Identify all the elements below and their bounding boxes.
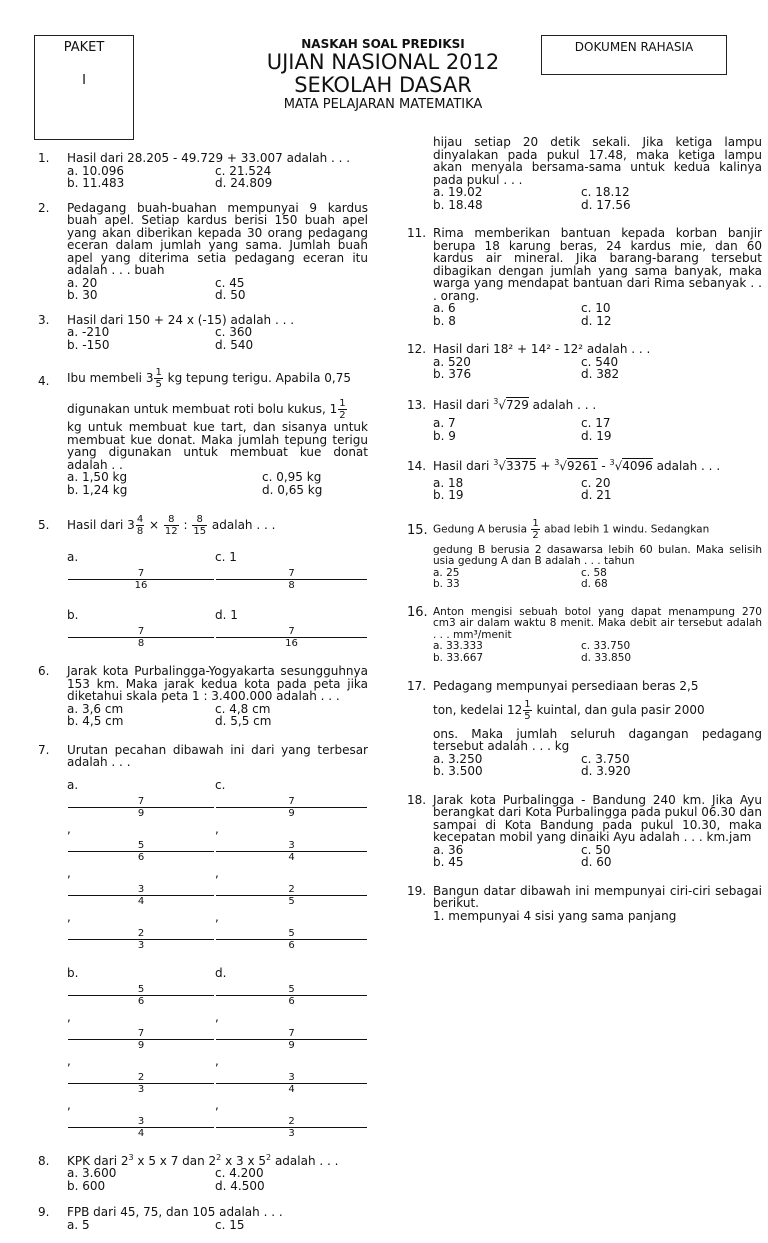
denominator: 4 <box>288 851 295 863</box>
fraction <box>68 1028 214 1051</box>
stem-part: Pedagang mempunyai persediaan beras 2,5 <box>433 679 699 693</box>
option-a: a. 33.333 <box>433 640 483 652</box>
question-8 <box>38 1152 368 1193</box>
question-7 <box>38 744 368 1139</box>
question-19 <box>407 885 762 923</box>
stem-part: x 3 x 5 <box>225 1153 267 1168</box>
question-number: 7. <box>38 742 50 757</box>
question-15 <box>407 518 762 591</box>
option-d: d. 3.920 <box>581 764 631 778</box>
option-c: c. 58 <box>581 566 607 579</box>
denominator: 4 <box>137 895 145 907</box>
header-title-2: UJIAN NASIONAL 2012 <box>266 50 500 74</box>
question-number: 6. <box>38 664 50 678</box>
numerator: 3 <box>68 1116 214 1128</box>
option-b: b. 3.500 <box>433 764 483 778</box>
options <box>67 703 368 728</box>
options <box>67 775 368 1139</box>
divide-sign: : <box>183 518 188 532</box>
question-17 <box>407 680 762 778</box>
question-stem: Hasil dari $^3$√729 adalah . . . <box>433 396 597 412</box>
root-index: 3 <box>493 396 499 406</box>
question-10-continued <box>407 136 762 211</box>
fraction <box>68 1116 214 1139</box>
option-a: a. 3,6 cm <box>67 701 124 716</box>
radicand: 9261 <box>566 459 598 473</box>
option-label: b. <box>67 965 79 980</box>
option-a: a. 20 <box>67 275 98 290</box>
option-b: b. 33.667 <box>433 651 484 664</box>
option-label: b. <box>67 608 79 622</box>
left-column <box>38 152 368 1243</box>
stem-part: adalah . . . <box>274 1153 339 1168</box>
fraction <box>192 514 207 537</box>
separator: , <box>67 909 71 924</box>
question-number: 4. <box>38 374 50 388</box>
stem-part: abad lebih 1 windu. Sedangkan <box>544 523 710 535</box>
options <box>67 547 368 649</box>
option-d: d. 382 <box>581 367 620 381</box>
question-number: 11. <box>407 226 427 240</box>
header-title-4: MATA PELAJARAN MATEMATIKA <box>283 97 483 112</box>
option-a: a. 1,50 kg <box>67 470 128 484</box>
denominator: 3 <box>137 939 145 951</box>
separator: , <box>67 1097 71 1112</box>
question-13 <box>407 396 762 443</box>
document-header <box>222 38 544 113</box>
option-label: a. <box>67 550 79 564</box>
fraction <box>216 840 367 863</box>
options <box>433 568 762 591</box>
denominator: 12 <box>164 526 178 537</box>
denominator: 15 <box>193 526 207 537</box>
question-number: 13. <box>407 397 427 412</box>
options <box>67 1167 368 1192</box>
option-a: a. 520 <box>433 354 471 369</box>
option-d: d. 33.850 <box>581 651 632 664</box>
question-stem: Pedagang buah-buahan mempunyai 9 kardus buah apel. Setiap kardus berisi 150 buah apel yang akan diberikan kepada 30 orang pedagang eceran dalam jumlah yang sama. Jumlah buah apel yang diterima setia pedagang eceran itu adalah . . . buah <box>67 200 368 277</box>
fraction <box>68 1072 214 1095</box>
stem-part: adalah . . . <box>532 397 597 412</box>
option-b: b. 33 <box>433 578 460 590</box>
question-stem: Hasil dari 18² + 14² - 12² adalah . . . <box>433 342 651 356</box>
fraction <box>68 984 214 1007</box>
option-b: b. 8 <box>433 313 456 328</box>
option-d: d. 24.809 <box>215 176 273 190</box>
option-label: c. 1 <box>215 550 237 564</box>
question-6 <box>38 665 368 728</box>
denominator: 6 <box>288 995 295 1007</box>
denominator: 4 <box>288 1083 295 1095</box>
question-stem: Jarak kota Purbalingga - Bandung 240 km. Jika Ayu berangkat dari Kota Purbalingga pada pukul 06.30 dan sampai di Kota Bandung pada pukul 10.30, maka kecepatan mobil yang dinaiki Ayu adalah . . . km.jam <box>433 792 762 844</box>
fraction <box>531 518 539 541</box>
numerator: 5 <box>68 984 214 996</box>
numerator: 4 <box>136 514 144 525</box>
minus-sign: - <box>601 459 606 473</box>
question-18 <box>407 794 762 869</box>
option-b: b. 18.48 <box>433 197 483 212</box>
option-c <box>215 547 368 591</box>
option-c: c. 3.750 <box>581 751 630 766</box>
numerator: 1 <box>532 517 539 529</box>
numerator: 8 <box>192 514 207 526</box>
numerator: 7 <box>68 796 214 808</box>
question-12 <box>407 343 762 381</box>
option-c: c. 21.524 <box>215 163 272 178</box>
option-d: d. 4.500 <box>215 1178 265 1193</box>
options <box>433 753 762 778</box>
numerator: 2 <box>216 884 367 896</box>
criteria-item: 1. mempunyai 4 sisi yang sama panjang <box>433 908 677 923</box>
confidential-label: DOKUMEN RAHASIA <box>574 40 694 54</box>
denominator: 8 <box>137 638 145 649</box>
stem-part: KPK dari 2 <box>67 1153 129 1168</box>
question-14 <box>407 460 762 502</box>
fraction <box>68 568 214 591</box>
option-c: c. 360 <box>215 325 253 339</box>
option-b: b. 600 <box>67 1178 106 1193</box>
option-c: c. 4.200 <box>215 1166 264 1180</box>
denominator: 3 <box>137 1083 145 1095</box>
options <box>433 477 762 502</box>
question-4 <box>38 367 368 496</box>
option-a: a. 18 <box>433 475 464 490</box>
option-b <box>67 963 215 1139</box>
plus-sign: + <box>540 459 551 473</box>
fraction <box>216 928 367 951</box>
question-stem <box>67 367 368 471</box>
paket-number: I <box>82 72 86 88</box>
fraction <box>216 884 367 907</box>
option-d: d. 19 <box>581 428 612 443</box>
times-sign: × <box>149 518 160 532</box>
option-c: c. 15 <box>215 1217 245 1232</box>
denominator: 4 <box>137 1127 145 1139</box>
question-number: 17. <box>407 679 427 693</box>
radicand: 4096 <box>622 459 653 473</box>
question-stem: Anton mengisi sebuah botol yang dapat menampung 270 cm3 air dalam waktu 8 menit. Maka debit air tersebut adalah . . . mm³/menit <box>433 605 762 641</box>
denominator: 8 <box>288 580 295 591</box>
numerator: 8 <box>164 514 179 526</box>
question-stem: Bangun datar dibawah ini mempunyai ciri-ciri sebagai berikut. <box>433 883 762 910</box>
fraction <box>216 984 367 1007</box>
options <box>433 641 762 664</box>
options <box>67 326 368 351</box>
option-b: b. 19 <box>433 488 464 502</box>
numerator: 7 <box>216 626 367 638</box>
stem-part: Hasil dari <box>433 459 490 473</box>
question-1 <box>38 152 368 190</box>
numerator: 3 <box>216 840 367 852</box>
stem-part: ons. Maka jumlah seluruh dagangan pedagang tersebut adalah . . . kg <box>433 726 762 753</box>
fraction <box>216 1116 367 1139</box>
numerator: 5 <box>216 928 367 940</box>
option-b: b. 4,5 cm <box>67 714 124 728</box>
option-a: a. 25 <box>433 566 460 579</box>
fraction <box>68 626 214 649</box>
numerator: 3 <box>68 884 214 896</box>
stem-part: kuintal, dan gula pasir 2000 <box>536 702 705 717</box>
fraction-list <box>215 984 368 1139</box>
question-stem: hijau setiap 20 detik sekali. Jika ketiga lampu dinyalakan pada pukul 17.48, maka ketiga lampu akan menyala bersama-sama untuk kedua kalinya pada pukul . . . <box>433 135 762 187</box>
question-number: 19. <box>407 883 427 898</box>
option-c: c. 540 <box>581 354 619 369</box>
root-index: 3 <box>493 458 499 467</box>
option-d: d. 12 <box>581 313 612 328</box>
question-number: 2. <box>38 200 50 215</box>
numerator: 2 <box>68 1072 214 1084</box>
question-16 <box>407 604 762 665</box>
fraction <box>154 367 162 390</box>
stem-part: Gedung A berusia <box>433 523 528 535</box>
numerator: 1 <box>524 698 531 710</box>
denominator: 5 <box>288 895 295 907</box>
denominator: 2 <box>339 410 346 421</box>
separator: , <box>215 909 219 924</box>
right-column <box>407 136 762 934</box>
header-title-3: SEKOLAH DASAR <box>294 73 472 97</box>
option-a <box>67 547 215 591</box>
option-d <box>215 963 368 1139</box>
header-title-1: NASKAH SOAL PREDIKSI <box>301 37 465 51</box>
fraction-list <box>67 984 215 1139</box>
option-a: a. 3.600 <box>67 1166 117 1180</box>
numerator: 5 <box>68 840 214 852</box>
denominator: 5 <box>524 710 531 722</box>
separator: , <box>215 1053 219 1068</box>
fraction <box>216 1072 367 1095</box>
denominator: 16 <box>285 638 298 649</box>
option-b: b. 30 <box>67 288 98 302</box>
numerator: 7 <box>68 568 214 580</box>
stem-part: adalah . . . <box>656 459 721 473</box>
option-a: a. -210 <box>67 325 110 339</box>
option-a: a. 5 <box>67 1217 90 1232</box>
option-label: d. 1 <box>215 608 238 622</box>
stem-part: ton, kedelai 12 <box>433 702 523 717</box>
option-a: a. 19.02 <box>433 185 483 199</box>
options <box>67 165 368 190</box>
fraction <box>216 796 367 819</box>
options <box>433 302 762 327</box>
question-number: 9. <box>38 1205 50 1219</box>
stem-part: Hasil dari 3 <box>67 518 135 532</box>
option-a: a. 10.096 <box>67 163 124 178</box>
option-a <box>67 775 215 951</box>
question-number: 16. <box>407 604 428 620</box>
option-b: b. 45 <box>433 855 464 869</box>
separator: , <box>67 821 71 836</box>
option-c: c. 50 <box>581 842 611 857</box>
option-d <box>215 605 368 649</box>
fraction <box>136 514 144 537</box>
numerator: 2 <box>68 928 214 940</box>
radicand: 729 <box>505 397 529 412</box>
denominator: 5 <box>155 379 162 390</box>
denominator: 3 <box>288 1127 295 1139</box>
fraction <box>338 398 346 421</box>
option-d: d. 21 <box>581 488 612 502</box>
option-d: d. 17.56 <box>581 197 631 212</box>
numerator: 1 <box>339 398 346 409</box>
option-a: a. 6 <box>433 301 456 315</box>
option-label: c. <box>215 777 226 792</box>
question-stem <box>433 518 762 541</box>
fraction <box>68 840 214 863</box>
question-stem: FPB dari 45, 75, dan 105 adalah . . . <box>67 1205 283 1219</box>
fraction <box>68 884 214 907</box>
denominator: 9 <box>137 807 145 819</box>
numerator: 7 <box>216 1028 367 1040</box>
option-c <box>215 775 368 951</box>
stem-part: x 5 x 7 dan 2 <box>137 1153 217 1168</box>
question-number: 15. <box>407 522 428 538</box>
option-d: d. 5,5 cm <box>215 714 272 728</box>
radicand: 3375 <box>505 459 537 473</box>
confidential-box <box>541 35 727 75</box>
denominator: 6 <box>137 995 145 1007</box>
fraction <box>216 626 367 649</box>
option-d: d. 50 <box>215 288 246 302</box>
option-a: a. 3.250 <box>433 751 483 766</box>
option-c: c. 18.12 <box>581 185 630 199</box>
question-11 <box>407 227 762 327</box>
options <box>433 186 762 211</box>
root-index: 3 <box>609 458 615 467</box>
options <box>67 1219 368 1232</box>
numerator: 2 <box>216 1116 367 1128</box>
numerator: 1 <box>155 367 162 378</box>
question-stem: Rima memberikan bantuan kepada korban banjir berupa 18 karung beras, 24 kardus mie, dan 60 kardus air mineral. Jika barang-barang tersebut dibagikan dengan jumlah yang sama banyak, maka warga yang mendapat bantuan dari Rima sebanyak . . . orang. <box>433 226 762 303</box>
root-index: 3 <box>554 458 560 467</box>
option-d: d. 60 <box>581 855 612 869</box>
question-3 <box>38 314 368 352</box>
denominator: 9 <box>288 807 295 819</box>
fraction <box>68 796 214 819</box>
option-c: c. 45 <box>215 275 245 290</box>
fraction-list <box>67 796 215 951</box>
option-a: a. 7 <box>433 416 456 430</box>
option-label: a. <box>67 777 79 792</box>
option-c: c. 17 <box>581 416 611 430</box>
question-stem: Hasil dari 150 + 24 x (-15) adalah . . . <box>67 312 295 327</box>
question-stem <box>433 699 762 722</box>
denominator: 9 <box>137 1039 145 1051</box>
separator: , <box>67 865 71 880</box>
fraction <box>164 514 179 537</box>
fraction <box>216 1028 367 1051</box>
option-c: c. 20 <box>581 475 611 490</box>
separator: , <box>215 1009 219 1024</box>
denominator: 8 <box>136 526 144 537</box>
question-number: 8. <box>38 1153 50 1168</box>
separator: , <box>215 821 219 836</box>
stem-part: Hasil dari <box>433 397 490 412</box>
option-b: b. 376 <box>433 367 472 381</box>
options <box>433 844 762 869</box>
option-b: b. 11.483 <box>67 176 125 190</box>
option-d: d. 540 <box>215 337 254 352</box>
options <box>67 277 368 302</box>
question-number: 3. <box>38 312 50 327</box>
fraction <box>68 928 214 951</box>
option-a: a. 36 <box>433 842 464 857</box>
stem-part: adalah . . . <box>211 518 276 532</box>
denominator: 2 <box>532 529 539 541</box>
question-stem: Hasil dari 28.205 - 49.729 + 33.007 adalah . . . <box>67 151 351 165</box>
numerator: 5 <box>216 984 367 996</box>
question-stem: Hasil dari $^3$√3375 + $^3$√9261 - $^3$√4096 adalah . . . <box>433 458 721 473</box>
option-label: d. <box>215 965 227 980</box>
option-d: d. 0,65 kg <box>262 482 323 497</box>
separator: , <box>215 865 219 880</box>
fraction <box>523 699 531 722</box>
options <box>433 417 762 442</box>
question-number: 14. <box>407 459 427 473</box>
option-b: b. -150 <box>67 337 110 352</box>
option-d: d. 68 <box>581 578 608 590</box>
paket-label: PAKET <box>63 40 105 55</box>
question-stem <box>67 514 368 537</box>
numerator: 7 <box>216 796 367 808</box>
exponent: 3 <box>128 1152 134 1162</box>
exponent: 2 <box>266 1152 272 1162</box>
separator: , <box>67 1053 71 1068</box>
stem-part: gedung B berusia 2 dasawarsa lebih 60 bulan. Maka selisih usia gedung A dan B adalah . . . tahun <box>433 543 762 567</box>
stem-part: kg tepung terigu. Apabila 0,75 <box>167 371 351 385</box>
denominator: 16 <box>134 580 148 591</box>
separator: , <box>67 1009 71 1024</box>
numerator: 7 <box>68 1028 214 1040</box>
question-number: 5. <box>38 518 50 532</box>
option-b: b. 9 <box>433 428 456 443</box>
separator: , <box>215 1097 219 1112</box>
question-number: 12. <box>407 342 427 356</box>
option-c: c. 0,95 kg <box>262 470 322 484</box>
option-c: c. 33.750 <box>581 640 631 652</box>
fraction-list <box>215 796 368 951</box>
option-c: c. 10 <box>581 301 611 315</box>
option-b <box>67 605 215 649</box>
option-b: b. 1,24 kg <box>67 482 128 497</box>
question-stem: Jarak kota Purbalingga-Yogyakarta sesungguhnya 153 km. Maka jarak kedua kota pada peta jika diketahui skala peta 1 : 3.400.000 adalah . . . <box>67 664 368 703</box>
paket-box <box>34 35 134 140</box>
numerator: 3 <box>216 1072 367 1084</box>
stem-part: Ibu membeli 3 <box>67 371 154 385</box>
numerator: 7 <box>216 568 367 580</box>
stem-part: digunakan untuk membuat roti bolu kukus, 1 <box>67 402 338 416</box>
question-9 <box>38 1206 368 1231</box>
question-2 <box>38 202 368 302</box>
numerator: 7 <box>68 626 214 638</box>
question-number: 1. <box>38 151 50 165</box>
denominator: 6 <box>288 939 295 951</box>
question-stem: Urutan pecahan dibawah ini dari yang terbesar adalah . . . <box>67 742 368 769</box>
stem-part: kg untuk membuat kue tart, dan sisanya untuk membuat kue donat. Maka jumlah tepung terigu yang digunakan untuk membuat kue donat adalah . . <box>67 420 368 472</box>
options <box>433 356 762 381</box>
option-c: c. 4,8 cm <box>215 701 271 716</box>
options <box>67 471 368 496</box>
fraction <box>216 568 367 591</box>
question-number: 18. <box>407 792 427 807</box>
question-5 <box>38 514 368 649</box>
exponent: 2 <box>216 1152 222 1162</box>
denominator: 9 <box>288 1039 295 1051</box>
denominator: 6 <box>137 851 145 863</box>
